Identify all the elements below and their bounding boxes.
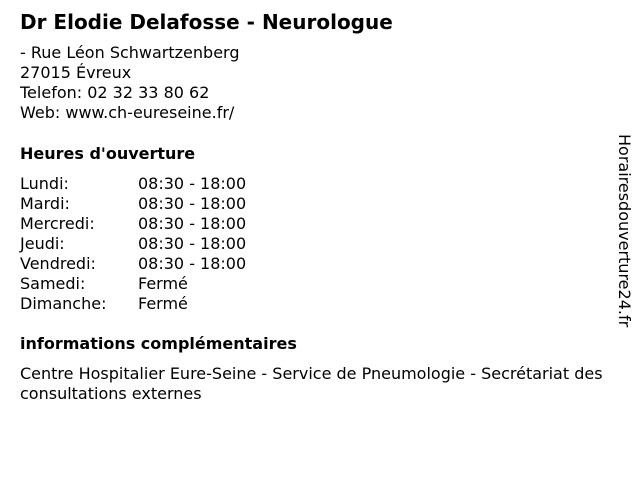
hours-day: Vendredi: bbox=[20, 254, 96, 273]
hours-time: 08:30 - 18:00 bbox=[138, 174, 247, 193]
phone-number: Telefon: 02 32 33 80 62 bbox=[20, 83, 210, 102]
hours-day: Mercredi: bbox=[20, 214, 95, 233]
hours-day: Lundi: bbox=[20, 174, 69, 193]
hours-time: 08:30 - 18:00 bbox=[138, 194, 247, 213]
opening-hours-table bbox=[20, 174, 246, 314]
hours-time: 08:30 - 18:00 bbox=[138, 214, 247, 233]
hours-row-monday bbox=[20, 174, 246, 194]
hours-row-friday bbox=[20, 254, 246, 274]
hours-day: Samedi: bbox=[20, 274, 86, 293]
hours-row-wednesday bbox=[20, 214, 246, 234]
address-city: 27015 Évreux bbox=[20, 63, 132, 82]
hours-row-tuesday bbox=[20, 194, 246, 214]
hours-day: Mardi: bbox=[20, 194, 70, 213]
hours-time: Fermé bbox=[138, 274, 188, 293]
hours-day: Jeudi: bbox=[20, 234, 65, 253]
hours-time: Fermé bbox=[138, 294, 188, 313]
side-brand-watermark: Horairesdouverture24.fr bbox=[615, 134, 634, 328]
hours-time: 08:30 - 18:00 bbox=[138, 234, 247, 253]
address-street: - Rue Léon Schwartzenberg bbox=[20, 43, 240, 62]
hours-time: 08:30 - 18:00 bbox=[138, 254, 247, 273]
hours-row-thursday bbox=[20, 234, 246, 254]
hours-row-sunday bbox=[20, 294, 246, 314]
info-heading: informations complémentaires bbox=[20, 334, 297, 353]
page-title: Dr Elodie Delafosse - Neurologue bbox=[20, 10, 393, 34]
address-block bbox=[20, 43, 240, 123]
hours-row-saturday bbox=[20, 274, 246, 294]
hours-heading: Heures d'ouverture bbox=[20, 144, 196, 163]
website: Web: www.ch-eureseine.fr/ bbox=[20, 103, 235, 122]
info-text: Centre Hospitalier Eure-Seine - Service de Pneumologie - Secrétariat des consultations externes bbox=[20, 364, 603, 403]
hours-day: Dimanche: bbox=[20, 294, 107, 313]
